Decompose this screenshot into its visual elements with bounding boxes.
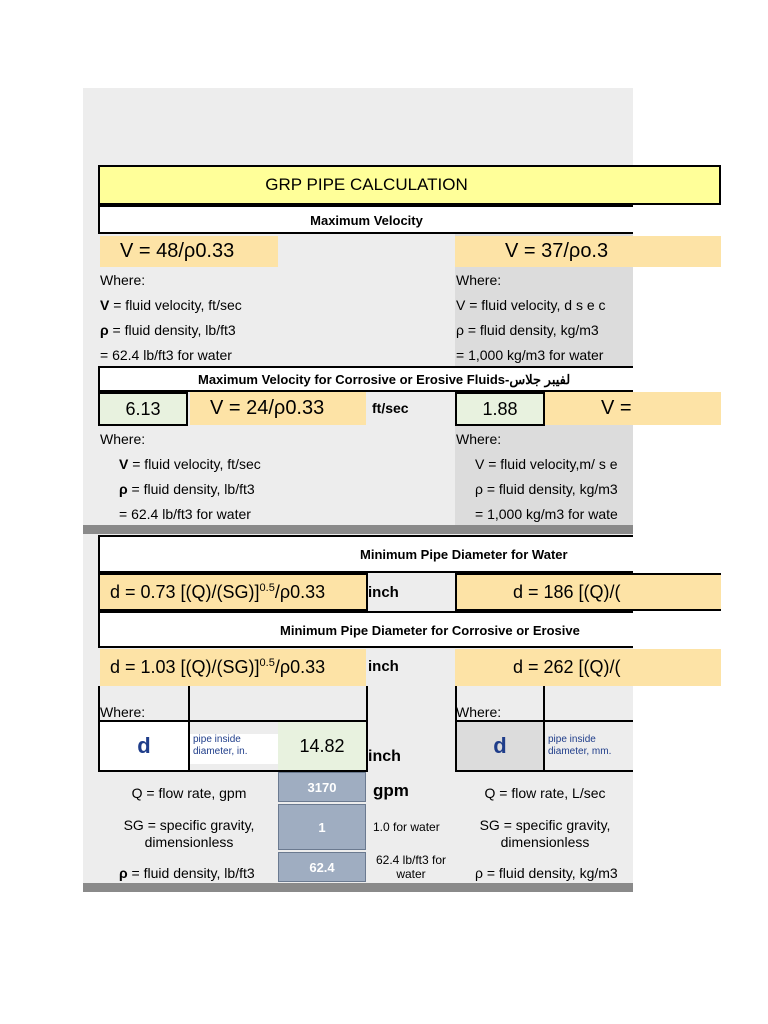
- flow-rate-unit: gpm: [373, 781, 409, 800]
- max-velocity-metric-formula: V = 37/ρo.3: [455, 236, 633, 267]
- water-density-note: = 62.4 lb/ft3 for water: [119, 506, 251, 522]
- density-definition-metric: ρ = fluid density, kg/m3: [475, 481, 618, 497]
- specific-gravity-note: 1.0 for water: [373, 820, 440, 834]
- where-label: Where:: [100, 272, 146, 288]
- flow-rate-input[interactable]: 3170: [278, 772, 366, 802]
- min-diameter-metric-formula: d = 186 [(Q)/(: [455, 573, 633, 611]
- title-cell-extension: [633, 165, 721, 205]
- corrosive-velocity-metric-result: 1.88: [455, 392, 545, 426]
- diameter-symbol-metric: d: [457, 722, 543, 770]
- min-diameter-corrosive-imperial-formula: d = 1.03 $[(Q)/(SG)]^{0.5}/\rho 0.33$: [100, 649, 366, 686]
- corrosive-velocity-imperial-formula: V = 24/ρ0.33: [190, 392, 366, 425]
- diameter-description-metric: pipe inside diameter, mm.: [548, 734, 612, 757]
- section-divider: [83, 525, 633, 534]
- max-velocity-heading: Maximum Velocity: [98, 205, 633, 234]
- spreadsheet-area: [83, 88, 633, 892]
- velocity-definition: V = fluid velocity, ft/sec: [100, 297, 242, 313]
- fluid-density-note: 62.4 lb/ft3 for water: [375, 853, 447, 881]
- fluid-density-input[interactable]: 62.4: [278, 852, 366, 882]
- water-density-note-metric: = 1,000 kg/m3 for wate: [475, 506, 618, 522]
- formula-cell-extension: [633, 649, 721, 686]
- specific-gravity-label-metric: SG = specific gravity, dimensionless: [479, 817, 611, 850]
- velocity-unit: ft/sec: [372, 400, 409, 416]
- velocity-definition-metric: V = fluid velocity, d s e c: [456, 297, 606, 313]
- corrosive-velocity-metric-formula: V =: [545, 392, 633, 425]
- velocity-definition: V = fluid velocity, ft/sec: [119, 456, 261, 472]
- min-diameter-corrosive-metric-formula: d = 262 [(Q)/(: [455, 649, 633, 686]
- formula-cell-extension: [633, 392, 721, 425]
- specific-gravity-input[interactable]: 1: [278, 804, 366, 850]
- specific-gravity-label: SG = specific gravity, dimensionless: [123, 817, 255, 850]
- diameter-description: pipe inside diameter, in.: [190, 734, 278, 764]
- section-divider: [83, 883, 633, 892]
- water-density-note-metric: = 1,000 kg/m3 for water: [456, 347, 604, 363]
- diameter-symbol: d: [100, 722, 188, 770]
- water-density-note: = 62.4 lb/ft3 for water: [100, 347, 232, 363]
- formula-cell-extension: [633, 573, 721, 611]
- min-diameter-corrosive-heading: Minimum Pipe Diameter for Corrosive or Erosive: [98, 611, 633, 648]
- where-label: Where:: [100, 704, 146, 720]
- density-definition-metric: ρ = fluid density, kg/m3: [456, 322, 599, 338]
- fluid-density-label-metric: ρ = fluid density, kg/m3: [475, 865, 618, 881]
- flow-rate-label-metric: Q = flow rate, L/sec: [484, 785, 606, 801]
- density-definition: ρ = fluid density, lb/ft3: [100, 322, 236, 338]
- fluid-density-label: ρ = fluid density, lb/ft3: [119, 865, 255, 881]
- where-label: Where:: [100, 431, 146, 447]
- diameter-unit: inch: [368, 658, 399, 675]
- min-diameter-imperial-formula: d = 0.73 $[(Q)/(SG)]^{0.5}/\rho 0.33$: [98, 573, 368, 611]
- velocity-definition-metric: V = fluid velocity,m/ s e: [475, 456, 618, 472]
- corrosive-velocity-heading: Maximum Velocity for Corrosive or Erosive Fluids-لفيبر جلاس: [98, 366, 633, 392]
- diameter-result-unit: inch: [368, 748, 401, 765]
- where-label: Where:: [456, 272, 502, 288]
- diameter-unit: inch: [368, 584, 399, 601]
- max-velocity-imperial-formula: V = 48/ρ0.33: [100, 236, 278, 267]
- formula-cell-extension: [633, 236, 721, 267]
- corrosive-velocity-imperial-result: 6.13: [98, 392, 188, 426]
- where-label: Where:: [456, 431, 502, 447]
- diameter-result: 14.82: [278, 722, 366, 770]
- page-title: GRP PIPE CALCULATION: [98, 165, 633, 205]
- min-diameter-heading: Minimum Pipe Diameter for Water: [98, 535, 633, 573]
- density-definition: ρ = fluid density, lb/ft3: [119, 481, 255, 497]
- grid-line: [455, 770, 633, 772]
- flow-rate-label: Q = flow rate, gpm: [131, 785, 247, 801]
- where-label: Where:: [456, 704, 502, 720]
